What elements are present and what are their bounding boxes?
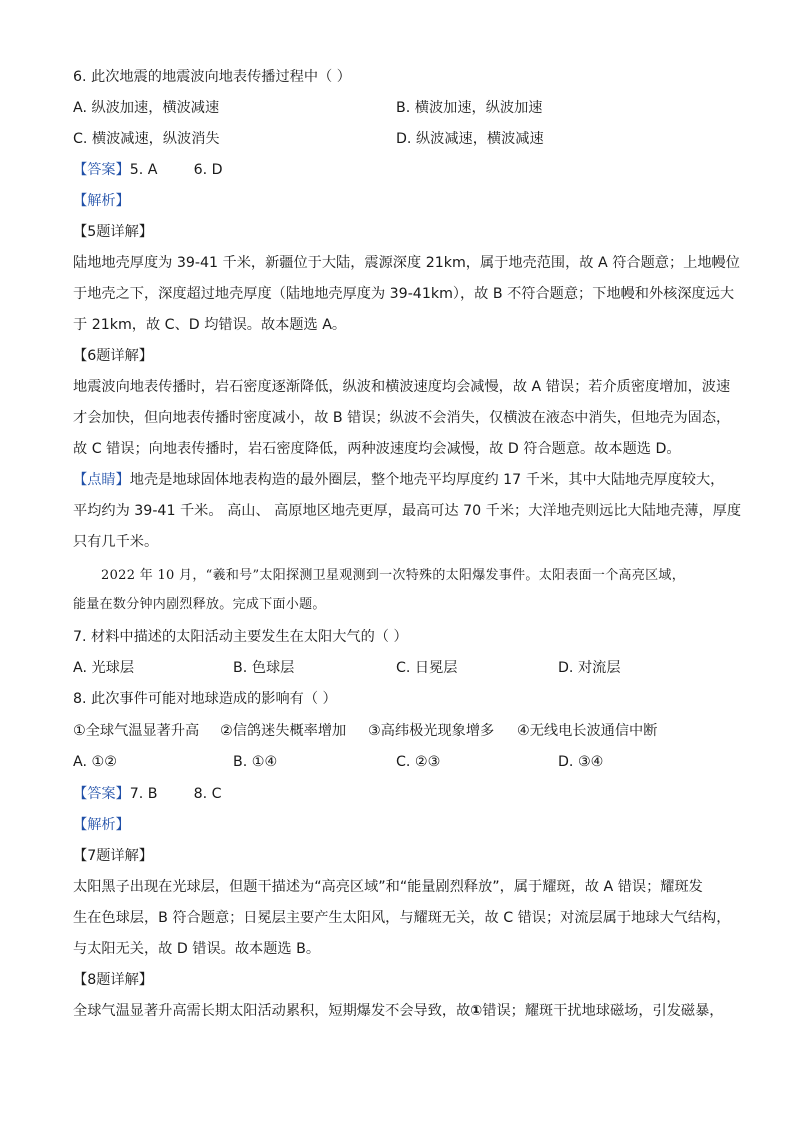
question-6-option-c: C. 横波减速，纵波消失 xyxy=(73,131,220,147)
detail-8-text-b: 错误；耀斑干扰地球磁场，引发磁暴， xyxy=(482,1003,724,1019)
detail-8-heading: 【8题详解】 xyxy=(73,972,153,988)
detail-7-line-1: 太阳黑子出现在光球层，但题干描述为“高亮区域”和“能量剧烈释放”，属于耀斑，故 A 错误；耀斑发 xyxy=(73,879,703,895)
note-text-1: 地壳是地球固体地表构造的最外圈层，整个地壳平均厚度约 17 千米，其中大陆地壳厚度较大， xyxy=(129,472,725,488)
question-8-option-a: A. ①② xyxy=(73,754,117,770)
material-line-2: 能量在数分钟内剧烈释放。完成下面小题。 xyxy=(73,597,326,612)
question-8-item-3: ③高纬极光现象增多 xyxy=(368,723,495,739)
detail-7-line-2: 生在色球层，B 符合题意；日冕层主要产生太阳风，与耀斑无关，故 C 错误；对流层属于地球大气结构， xyxy=(73,910,731,926)
question-6-option-a: A. 纵波加速，横波减速 xyxy=(73,100,220,116)
question-8-item-4: ④无线电长波通信中断 xyxy=(517,723,658,739)
question-8-item-1: ①全球气温显著升高 xyxy=(73,723,200,739)
detail-6-line-1: 地震波向地表传播时，岩石密度逐渐降低，纵波和横波速度均会减慢，故 A 错误；若介质密度增加，波速 xyxy=(73,379,731,395)
detail-7-line-3: 与太阳无关，故 D 错误。故本题选 B。 xyxy=(73,941,321,957)
material-line-1: 2022 年 10 月，“羲和号”太阳探测卫星观测到一次特殊的太阳爆发事件。太阳表面一个高亮区域， xyxy=(101,568,686,583)
question-8-option-c: C. ②③ xyxy=(396,754,441,770)
detail-5-line-1: 陆地地壳厚度为 39-41 千米，新疆位于大陆，震源深度 21km，属于地壳范围，故 A 符合题意；上地幔位 xyxy=(73,255,740,271)
answer-text: 5. A 6. D xyxy=(129,162,223,178)
question-8-item-2: ②信鸽迷失概率增加 xyxy=(220,723,347,739)
question-7-stem: 7. 材料中描述的太阳活动主要发生在太阳大气的（ ） xyxy=(73,629,408,645)
detail-8-text-a: 全球气温显著升高需长期太阳活动累积，短期爆发不会导致，故 xyxy=(73,1003,471,1019)
detail-6-line-2: 才会加快，但向地表传播时密度减小，故 B 错误；纵波不会消失，仅横波在液态中消失，但地壳为固态， xyxy=(73,410,731,426)
question-8-option-d: D. ③④ xyxy=(558,754,604,770)
analysis-heading-2: 【解析】 xyxy=(73,817,130,833)
detail-5-line-2: 于地壳之下，深度超过地壳厚度（陆地地壳厚度为 39-41km），故 B 不符合题意；下地幔和外核深度远大 xyxy=(73,286,735,302)
question-6-stem: 6. 此次地震的地震波向地表传播过程中（ ） xyxy=(73,69,351,85)
question-7-option-d: D. 对流层 xyxy=(558,660,621,676)
detail-5-line-3: 于 21km，故 C、D 均错误。故本题选 A。 xyxy=(73,317,347,333)
answer-tag-2: 【答案】 xyxy=(73,786,130,802)
question-6-option-d: D. 纵波减速，横波减速 xyxy=(396,131,544,147)
note-line-1 xyxy=(73,470,724,490)
detail-8-line-1 xyxy=(73,1001,723,1021)
question-7-option-a: A. 光球层 xyxy=(73,660,135,676)
question-7-option-b: B. 色球层 xyxy=(233,660,295,676)
answer-block-1 xyxy=(73,160,223,180)
question-7-option-c: C. 日冕层 xyxy=(396,660,458,676)
detail-7-heading: 【7题详解】 xyxy=(73,848,153,864)
question-6-option-b: B. 横波加速，纵波加速 xyxy=(396,100,543,116)
note-line-3: 只有几千米。 xyxy=(73,534,159,550)
question-8-stem: 8. 此次事件可能对地球造成的影响有（ ） xyxy=(73,691,337,707)
note-tag: 【点睛】 xyxy=(73,472,130,488)
detail-6-line-3: 故 C 错误；向地表传播时，岩石密度降低，两种波速度均会减慢，故 D 符合题意。故本题选 D。 xyxy=(73,441,681,457)
answer-tag: 【答案】 xyxy=(73,162,130,178)
circled-one-marker: ① xyxy=(470,1003,483,1019)
analysis-heading-1: 【解析】 xyxy=(73,193,130,209)
answer-block-2 xyxy=(73,784,222,804)
detail-5-heading: 【5题详解】 xyxy=(73,224,153,240)
answer-text-2: 7. B 8. C xyxy=(129,786,222,802)
note-line-2: 平均约为 39-41 千米。 高山、 高原地区地壳更厚，最高可达 70 千米；大洋地壳则远比大陆地壳薄，厚度 xyxy=(73,503,742,519)
detail-6-heading: 【6题详解】 xyxy=(73,348,153,364)
question-8-option-b: B. ①④ xyxy=(233,754,278,770)
